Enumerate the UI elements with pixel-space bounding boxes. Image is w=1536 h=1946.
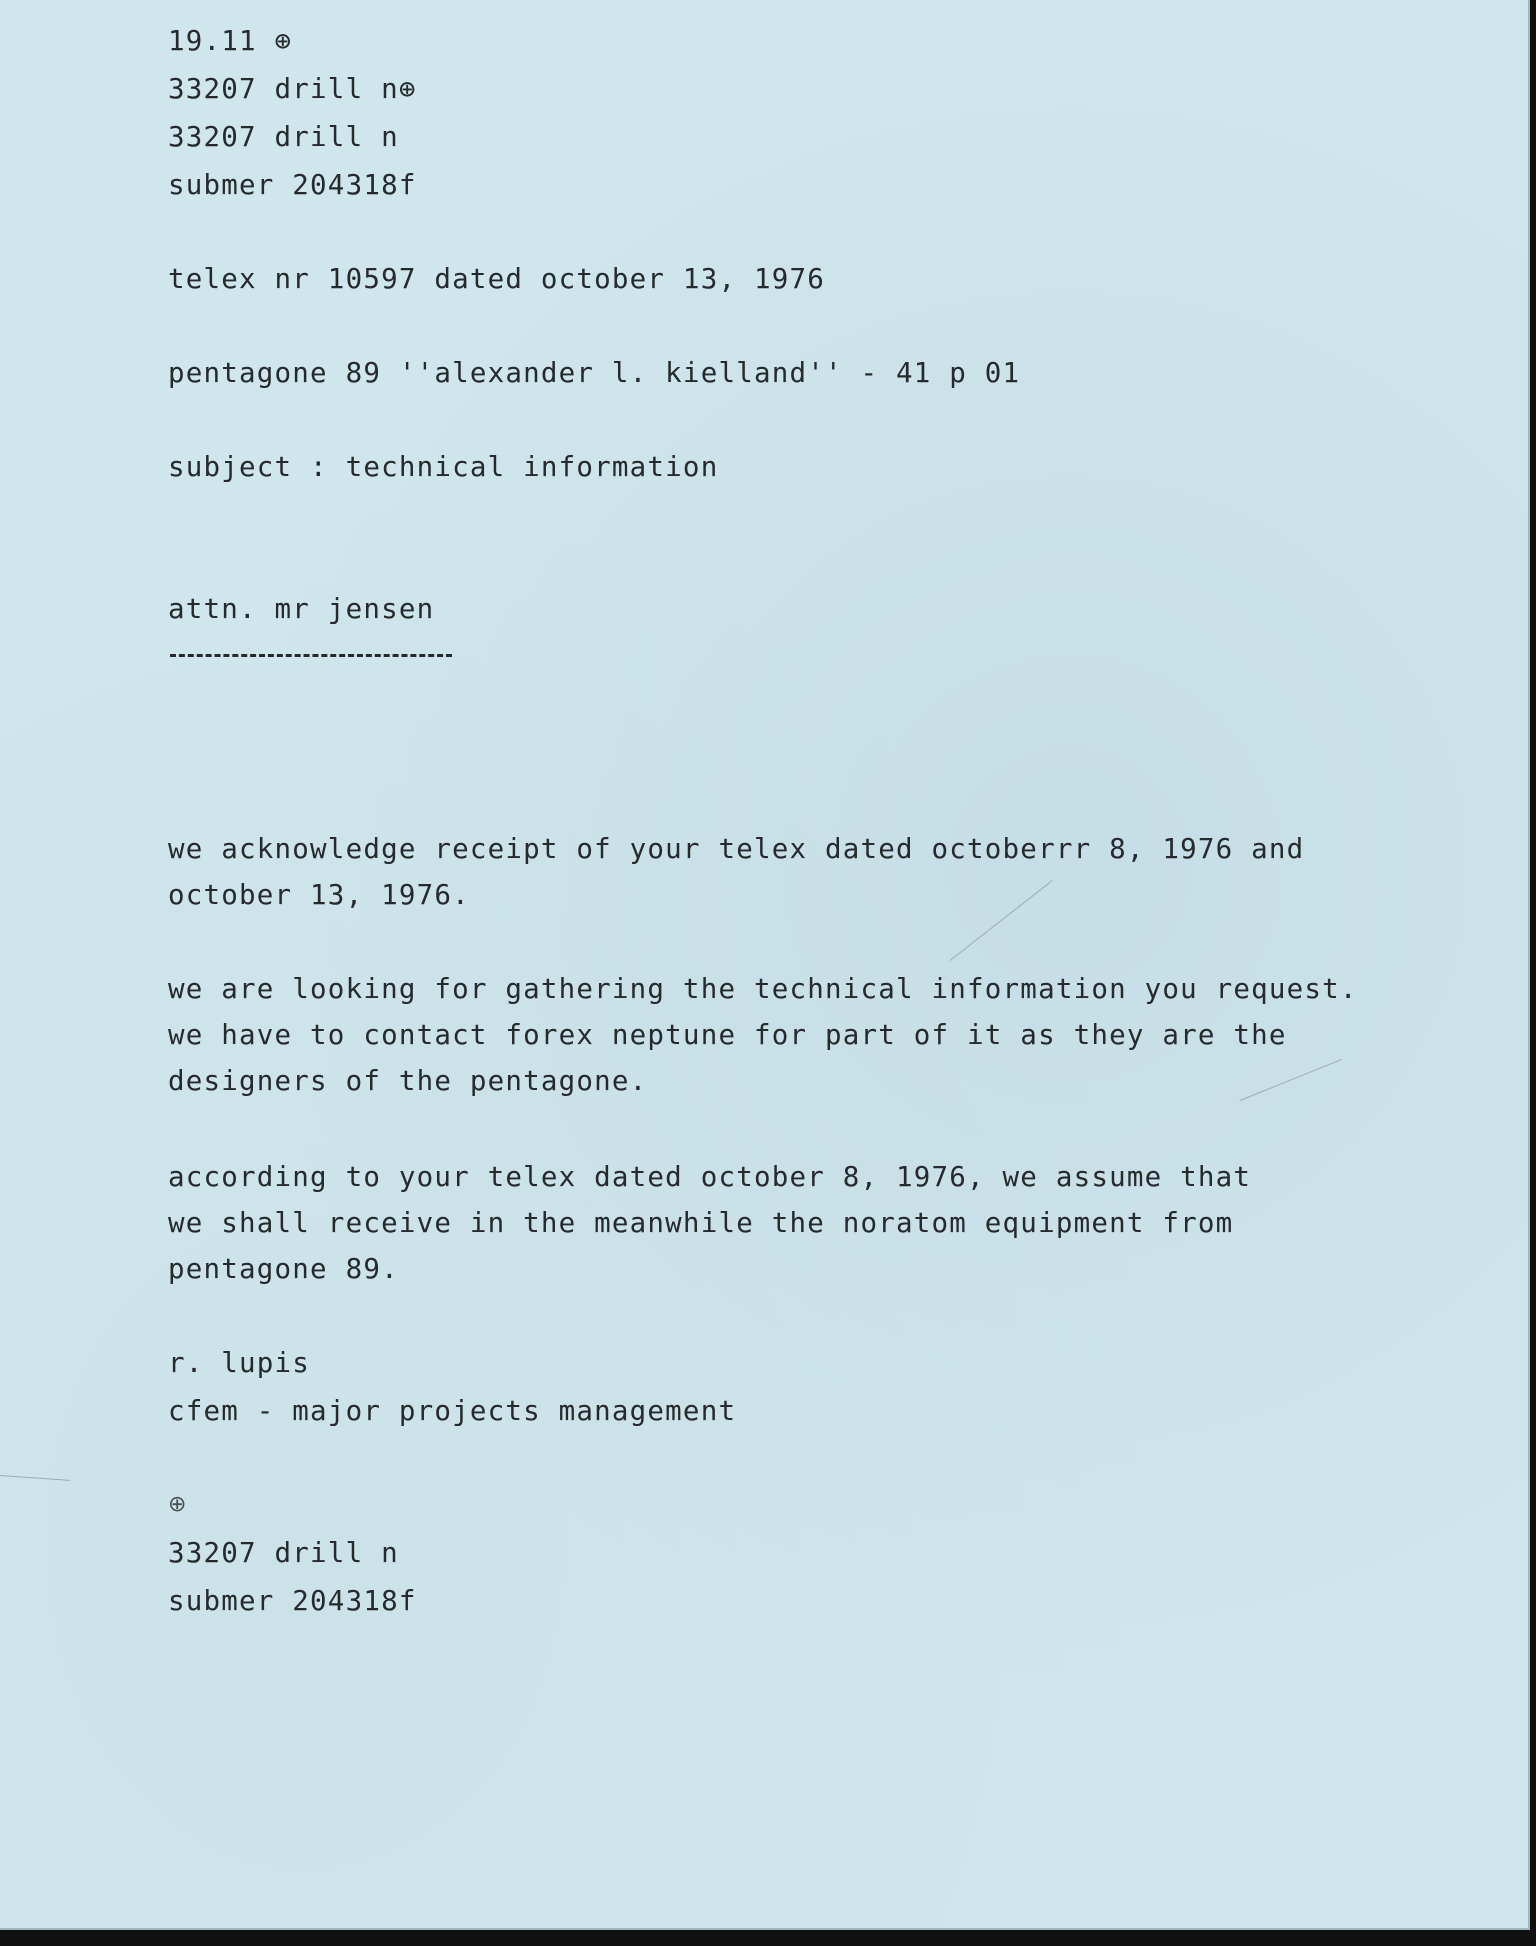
body-paragraph-1-line-2: october 13, 1976. xyxy=(168,879,470,911)
signature-department: cfem - major projects management xyxy=(168,1395,737,1427)
header-line-1: 19.11 ⊕ xyxy=(168,25,293,57)
header-line-2: 33207 drill n⊕ xyxy=(168,73,417,105)
body-paragraph-1-line-1: we acknowledge receipt of your telex dated octoberrr 8, 1976 and xyxy=(168,833,1305,865)
project-line: pentagone 89 ''alexander l. kielland'' - 41 p 01 xyxy=(168,357,1021,389)
telex-reference: telex nr 10597 dated october 13, 1976 xyxy=(168,263,825,295)
body-paragraph-3-line-1: according to your telex dated october 8, 1976, we assume that xyxy=(168,1161,1252,1193)
body-paragraph-3-line-3: pentagone 89. xyxy=(168,1253,399,1285)
header-line-3: 33207 drill n xyxy=(168,121,399,153)
pencil-stroke xyxy=(1240,1059,1342,1101)
body-paragraph-3-line-2: we shall receive in the meanwhile the noratom equipment from xyxy=(168,1207,1234,1239)
pencil-stroke xyxy=(950,880,1053,961)
signature-name: r. lupis xyxy=(168,1347,311,1379)
body-paragraph-2-line-2: we have to contact forex neptune for part of it as they are the xyxy=(168,1019,1287,1051)
attention-underline xyxy=(170,654,452,657)
attention-line: attn. mr jensen xyxy=(168,593,435,625)
body-paragraph-2-line-1: we are looking for gathering the technical information you request. xyxy=(168,973,1358,1005)
body-paragraph-2-line-3: designers of the pentagone. xyxy=(168,1065,648,1097)
pencil-stroke xyxy=(0,1475,70,1481)
footer-line-1: 33207 drill n xyxy=(168,1537,399,1569)
footer-mark-icon: ⊕ xyxy=(168,1492,188,1517)
scan-edge-right xyxy=(1530,0,1536,1946)
subject-line: subject : technical information xyxy=(168,451,719,483)
scan-edge-bottom xyxy=(0,1930,1536,1946)
header-line-4: submer 204318f xyxy=(168,169,417,201)
footer-line-2: submer 204318f xyxy=(168,1585,417,1617)
